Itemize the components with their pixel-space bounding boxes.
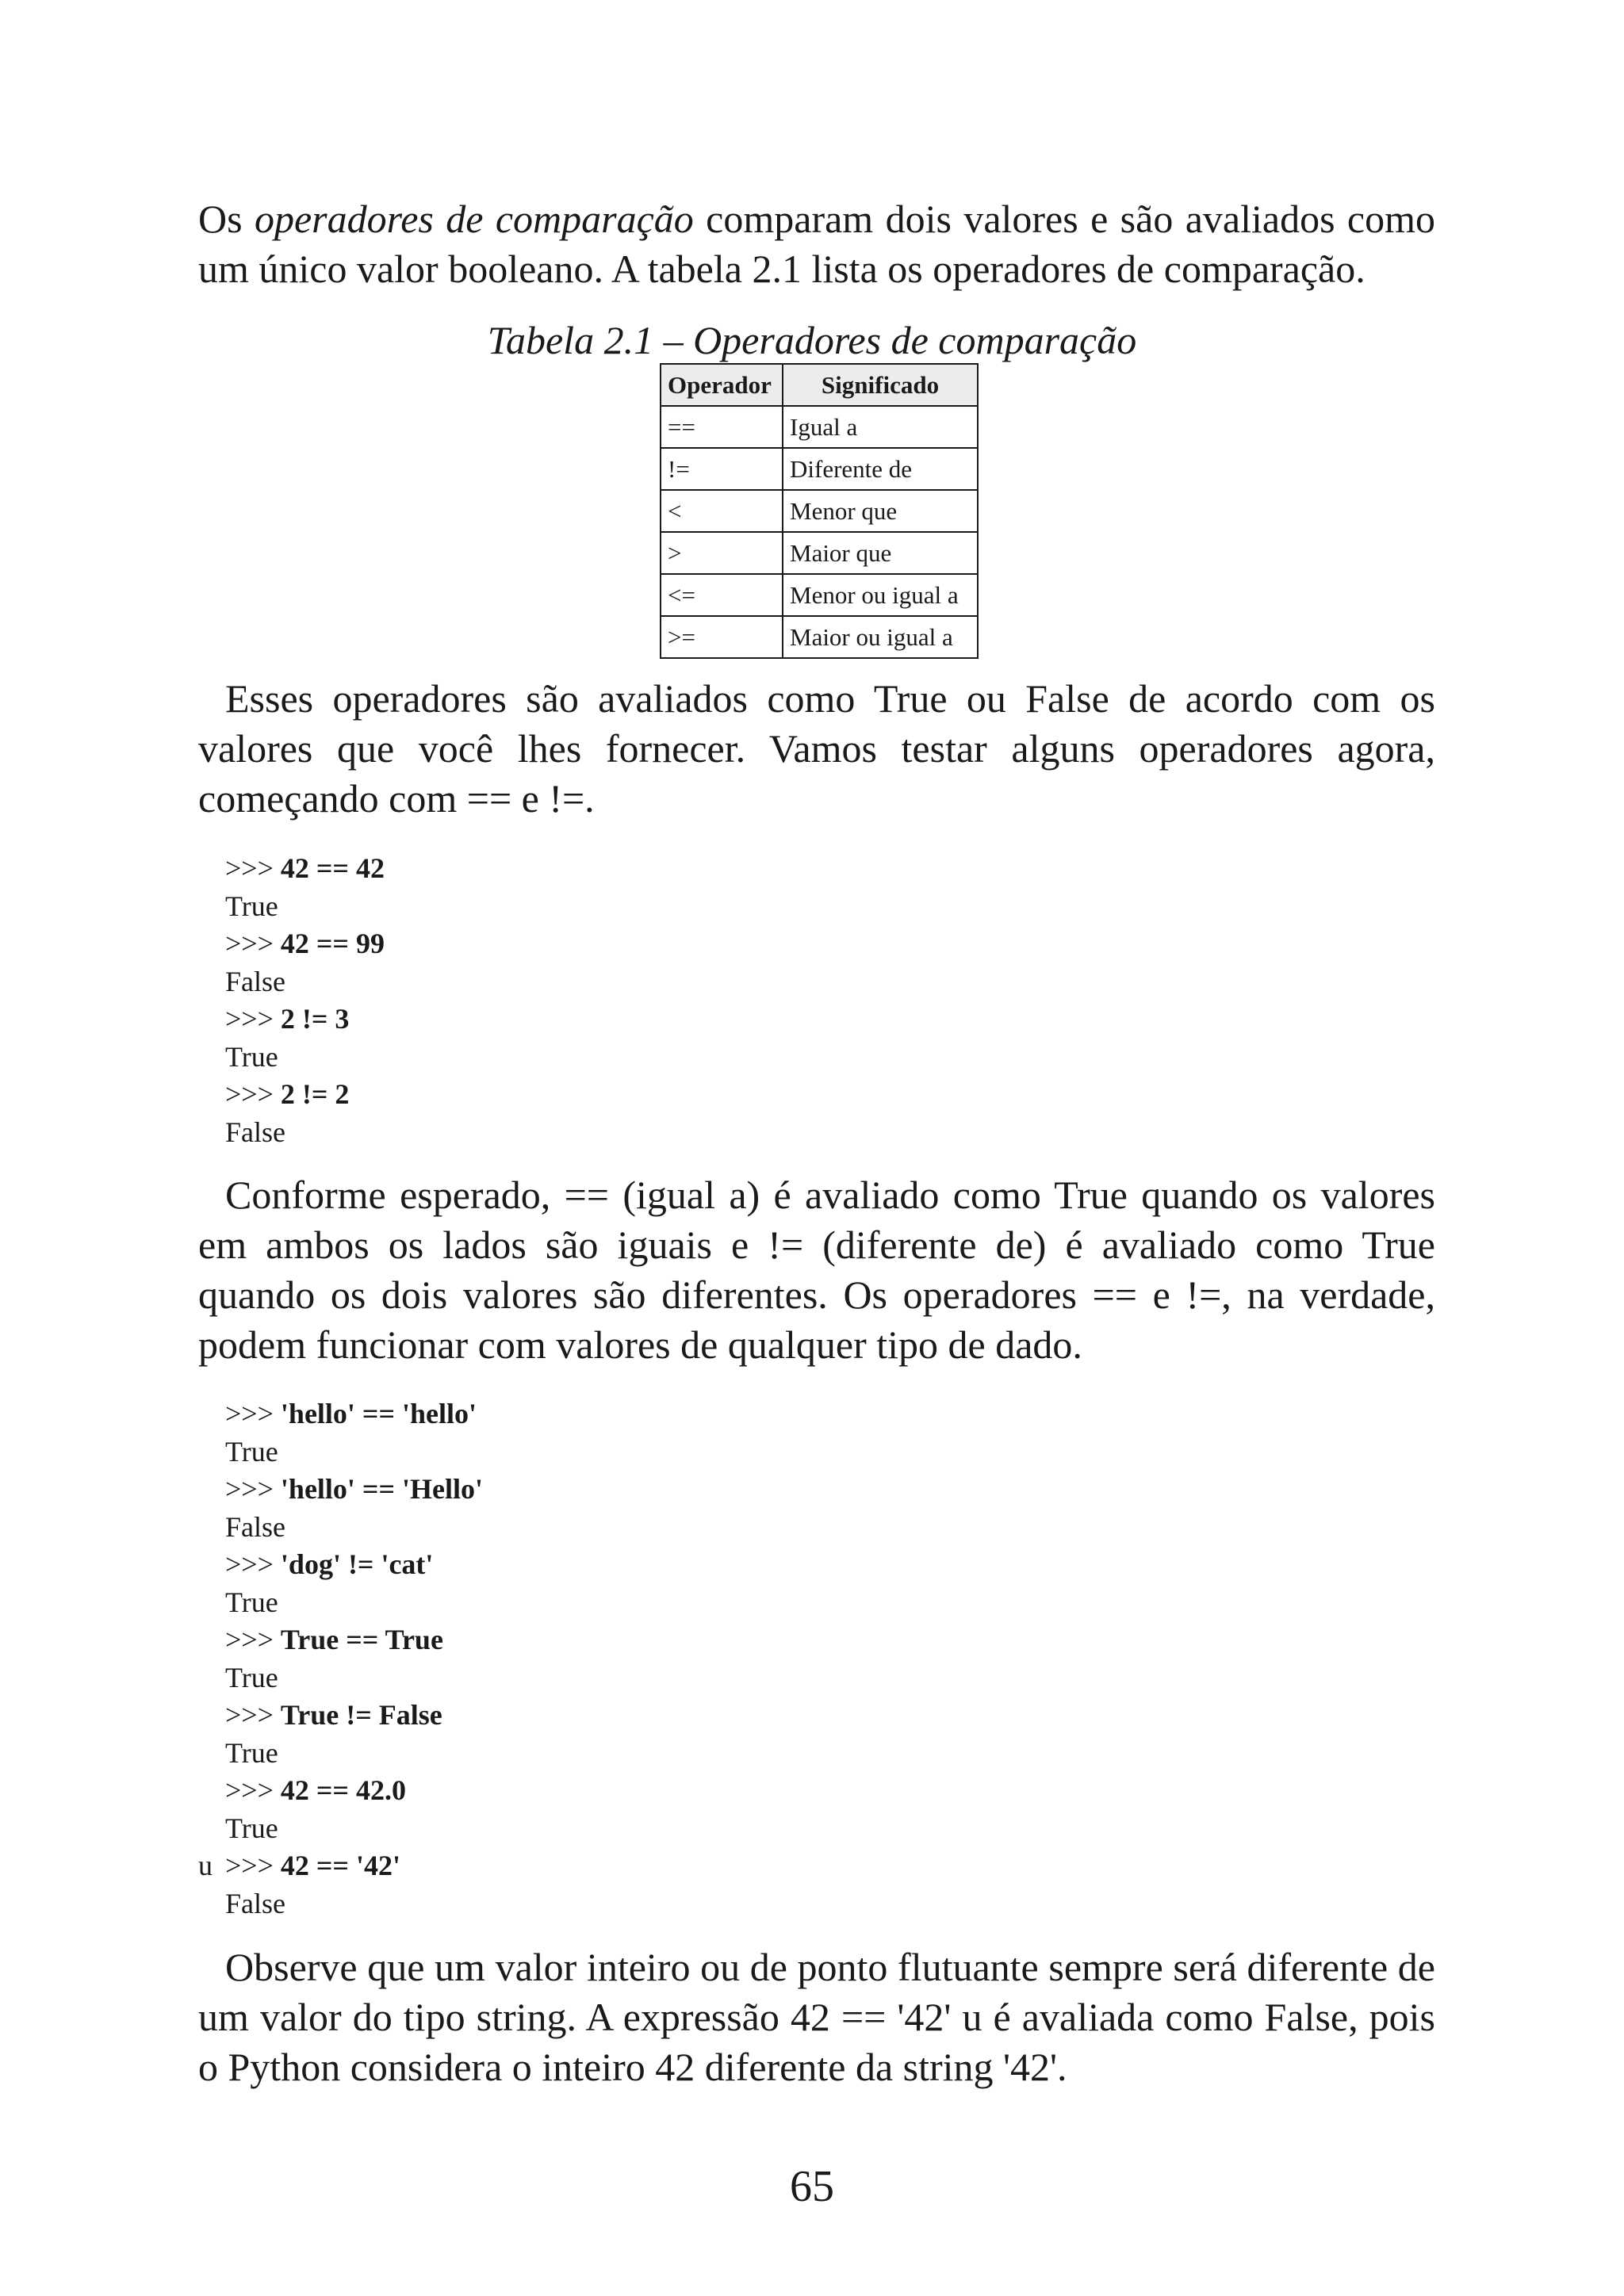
meaning-cell: Menor ou igual a xyxy=(783,574,978,616)
paragraph-2: Esses operadores são avaliados como True ou False de acordo com os valores que você lhes fornecer. Vamos testar alguns operadores agora, começando com == e !=. xyxy=(198,676,1435,821)
code-line: >>> 42 == '42' xyxy=(225,1850,400,1881)
code-block-1 xyxy=(225,850,385,1151)
header-meaning: Significado xyxy=(783,364,978,406)
code-line: True xyxy=(225,1736,278,1769)
code-line: False xyxy=(225,1887,285,1919)
intro-text-start: Os xyxy=(198,197,255,241)
header-operator: Operador xyxy=(661,364,783,406)
code-line: True xyxy=(225,1812,278,1844)
code-line: >>> 42 == 99 xyxy=(225,928,385,959)
meaning-cell: Maior que xyxy=(783,532,978,574)
operator-cell: < xyxy=(661,490,783,532)
code-line: >>> True != False xyxy=(225,1699,442,1731)
paragraph-4: Observe que um valor inteiro ou de ponto flutuante sempre será diferente de um valor do tipo string. A expressão 42 == '42' u é avaliada como False, pois o Python considera o inteiro 42 diferente da string '42'. xyxy=(198,1945,1435,2089)
operator-cell: == xyxy=(661,406,783,448)
table-row xyxy=(661,616,978,658)
table-header-row xyxy=(661,364,978,406)
code-line: True xyxy=(225,1586,278,1618)
intro-text-end: comparam dois valores e são avaliados como um único valor booleano. A tabela 2.1 lista os operadores de comparação. xyxy=(198,197,1435,291)
table-row xyxy=(661,532,978,574)
table-row xyxy=(661,406,978,448)
code-line: False xyxy=(225,965,285,997)
meaning-cell: Maior ou igual a xyxy=(783,616,978,658)
code-marker: u xyxy=(198,1850,213,1881)
meaning-cell: Diferente de xyxy=(783,448,978,490)
code-line: >>> 42 == 42 xyxy=(225,852,385,884)
meaning-cell: Igual a xyxy=(783,406,978,448)
code-line: True xyxy=(225,1435,278,1468)
code-line: >>> 2 != 2 xyxy=(225,1078,350,1110)
code-block-2 xyxy=(225,1395,483,1923)
code-line: >>> 'dog' != 'cat' xyxy=(225,1548,434,1580)
code-line: >>> 2 != 3 xyxy=(225,1003,350,1035)
code-line: >>> 'hello' == 'hello' xyxy=(225,1398,477,1429)
table-row xyxy=(661,448,978,490)
code-line: >>> True == True xyxy=(225,1624,443,1655)
code-line: False xyxy=(225,1510,285,1543)
code-line: False xyxy=(225,1115,285,1148)
code-line: >>> 42 == 42.0 xyxy=(225,1774,406,1806)
meaning-cell: Menor que xyxy=(783,490,978,532)
operator-cell: <= xyxy=(661,574,783,616)
code-line: >>> 'hello' == 'Hello' xyxy=(225,1473,483,1505)
operators-table xyxy=(660,363,979,659)
intro-emphasis: operadores de comparação xyxy=(254,197,694,241)
paragraph-3: Conforme esperado, == (igual a) é avaliado como True quando os valores em ambos os lados são iguais e != (diferente de) é avaliado como True quando os dois valores são diferentes. Os operadores == e !=, na verdade, podem funcionar com valores de qualquer tipo de dado. xyxy=(198,1173,1435,1367)
page-number: 65 xyxy=(790,2162,834,2211)
table-row xyxy=(661,574,978,616)
code-line: True xyxy=(225,1040,278,1073)
table-row xyxy=(661,490,978,532)
code-line: True xyxy=(225,1661,278,1693)
operator-cell: >= xyxy=(661,616,783,658)
table-caption: Tabela 2.1 – Operadores de comparação xyxy=(487,318,1137,362)
code-line: True xyxy=(225,890,278,922)
operator-cell: != xyxy=(661,448,783,490)
operator-cell: > xyxy=(661,532,783,574)
intro-paragraph xyxy=(198,194,1435,294)
